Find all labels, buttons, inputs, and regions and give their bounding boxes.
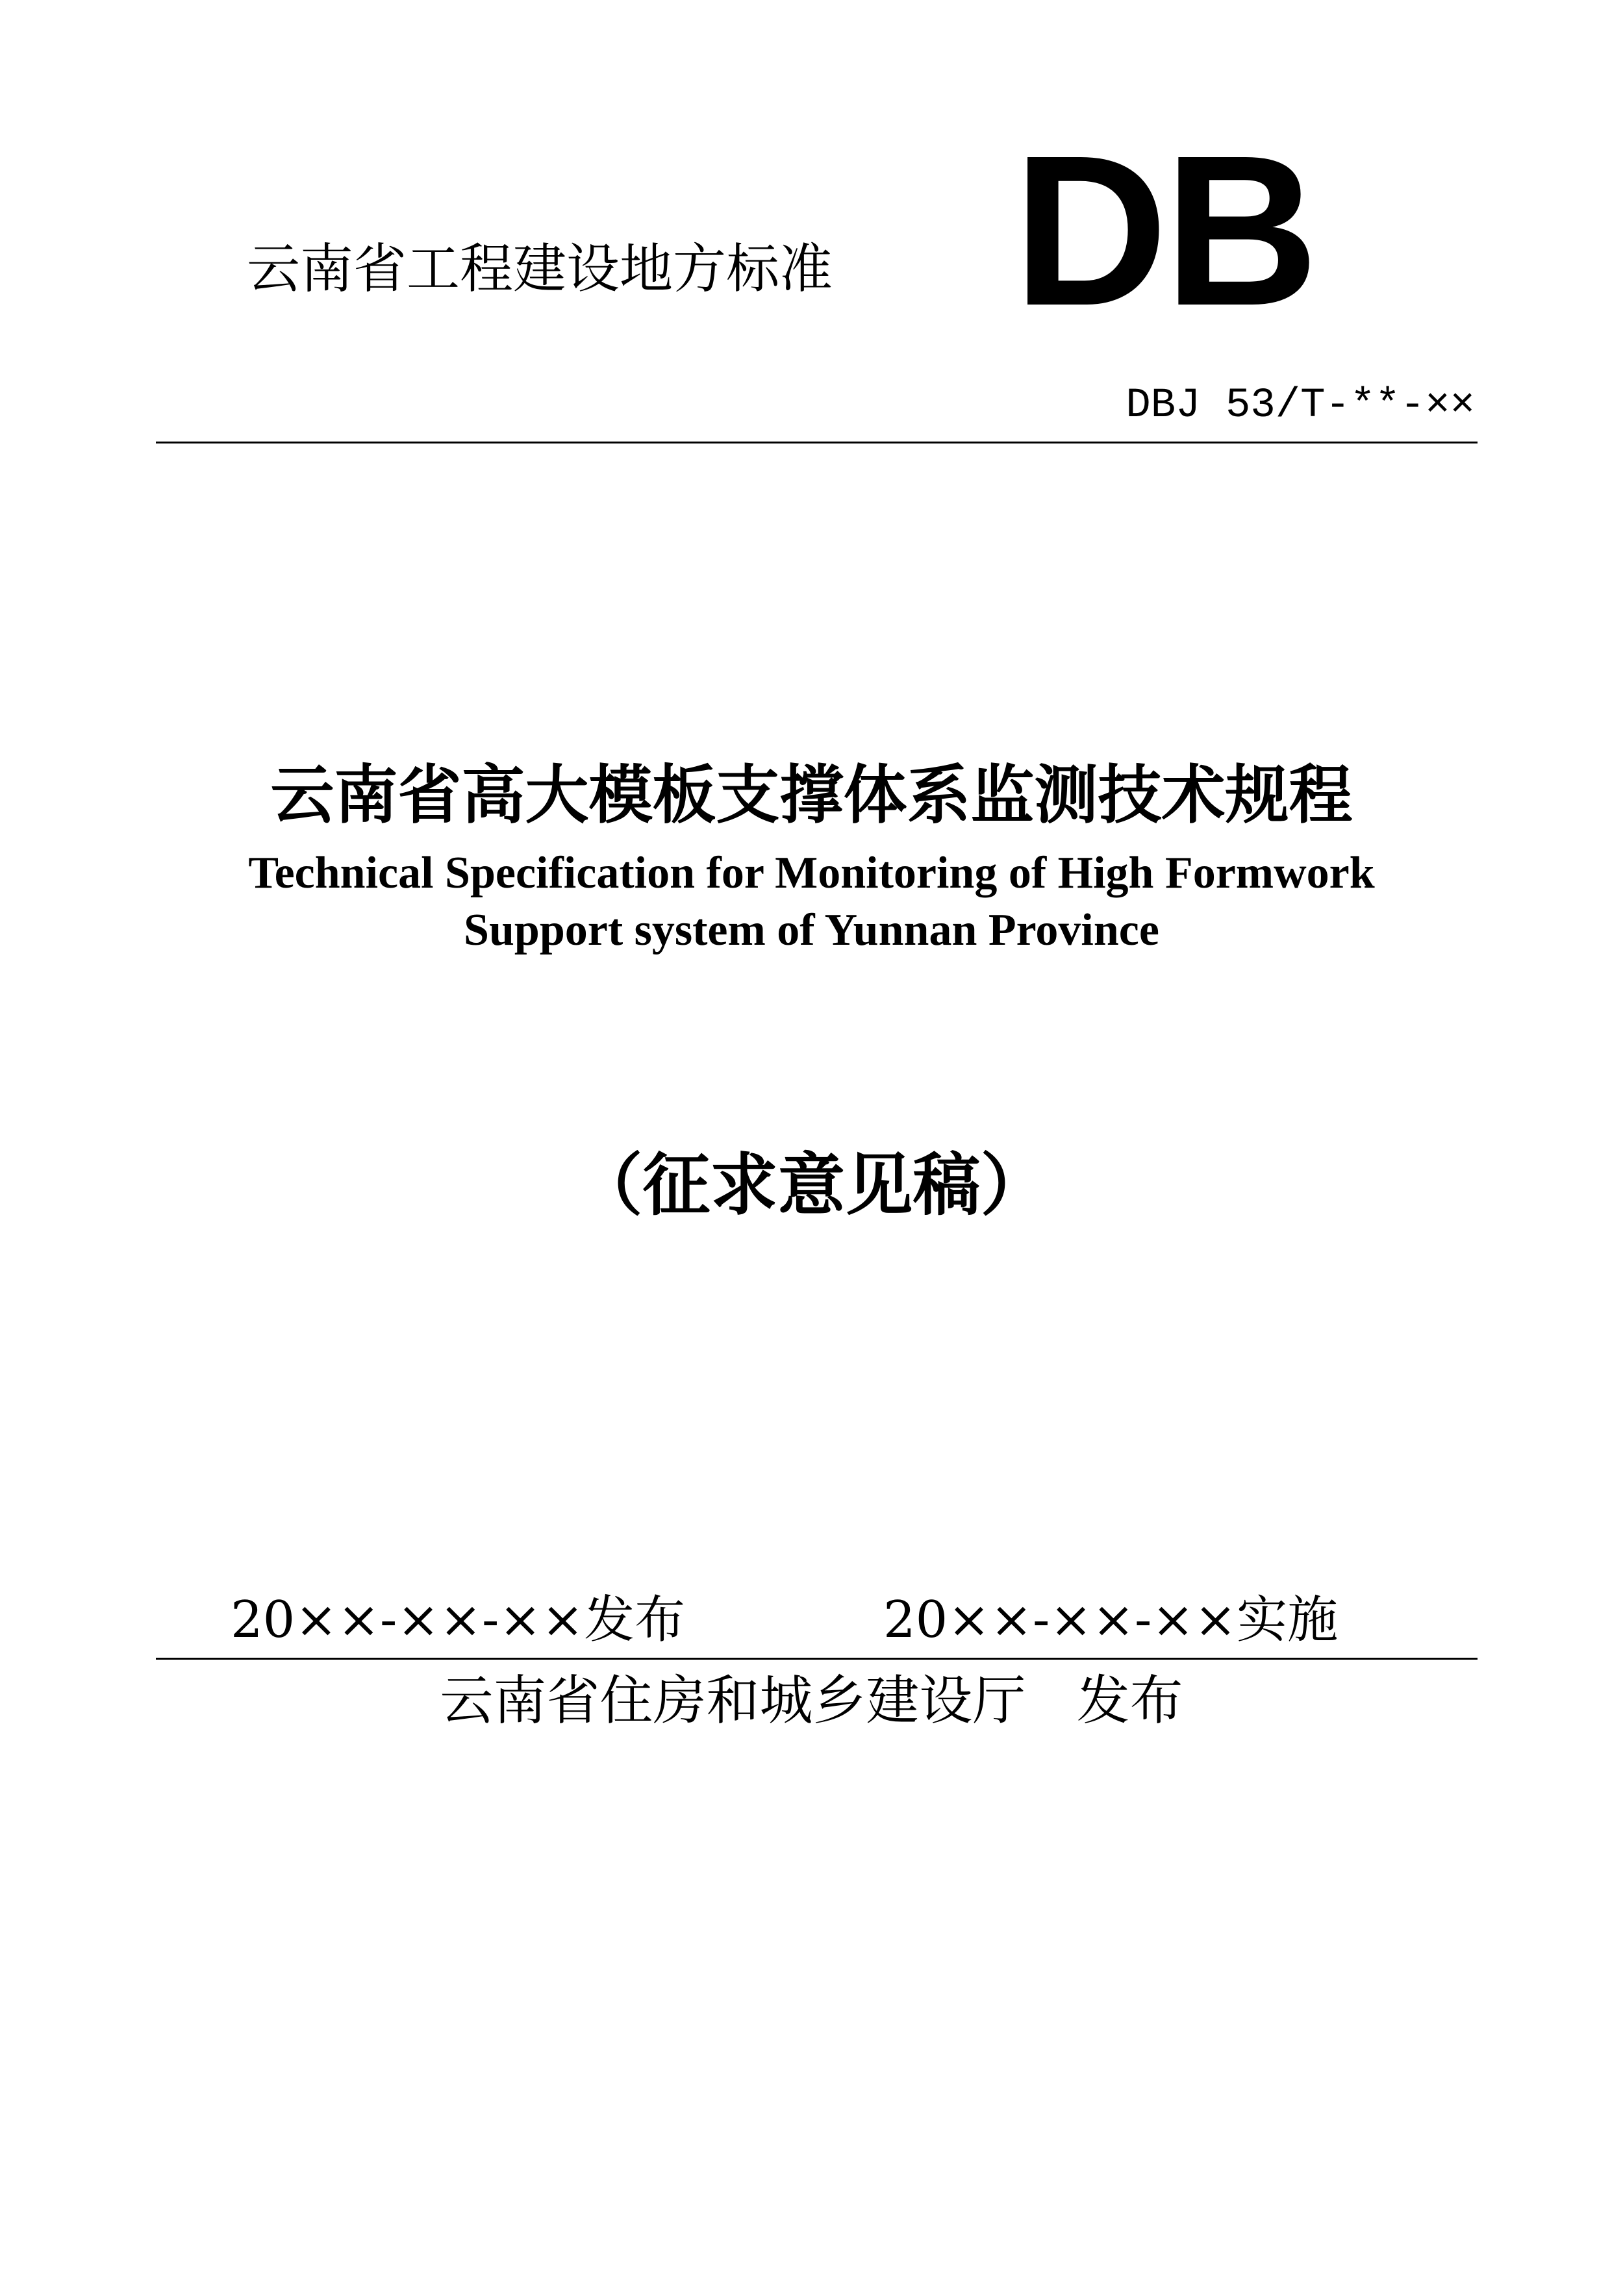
db-mark: DB xyxy=(1013,110,1315,350)
document-title-chinese: 云南省高大模板支撑体系监测技术规程 xyxy=(270,758,1353,832)
implementation-date: 20××-××-××实施 xyxy=(883,1591,1339,1649)
document-title-english-line-2: Support system of Yunnan Province xyxy=(464,905,1159,955)
draft-status-label: （征求意见稿） xyxy=(575,1145,1048,1225)
standard-code: DBJ 53/T-**-×× xyxy=(1126,382,1475,429)
bottom-divider xyxy=(156,1658,1478,1660)
standard-category-label: 云南省工程建设地方标准 xyxy=(247,238,833,300)
top-divider xyxy=(156,442,1478,443)
publisher: 云南省住房和城乡建设厅 发布 xyxy=(440,1670,1183,1732)
document-title-english-line-1: Technical Specification for Monitoring of High Formwork xyxy=(248,848,1375,898)
issue-date: 20××-××-××发布 xyxy=(231,1591,686,1649)
